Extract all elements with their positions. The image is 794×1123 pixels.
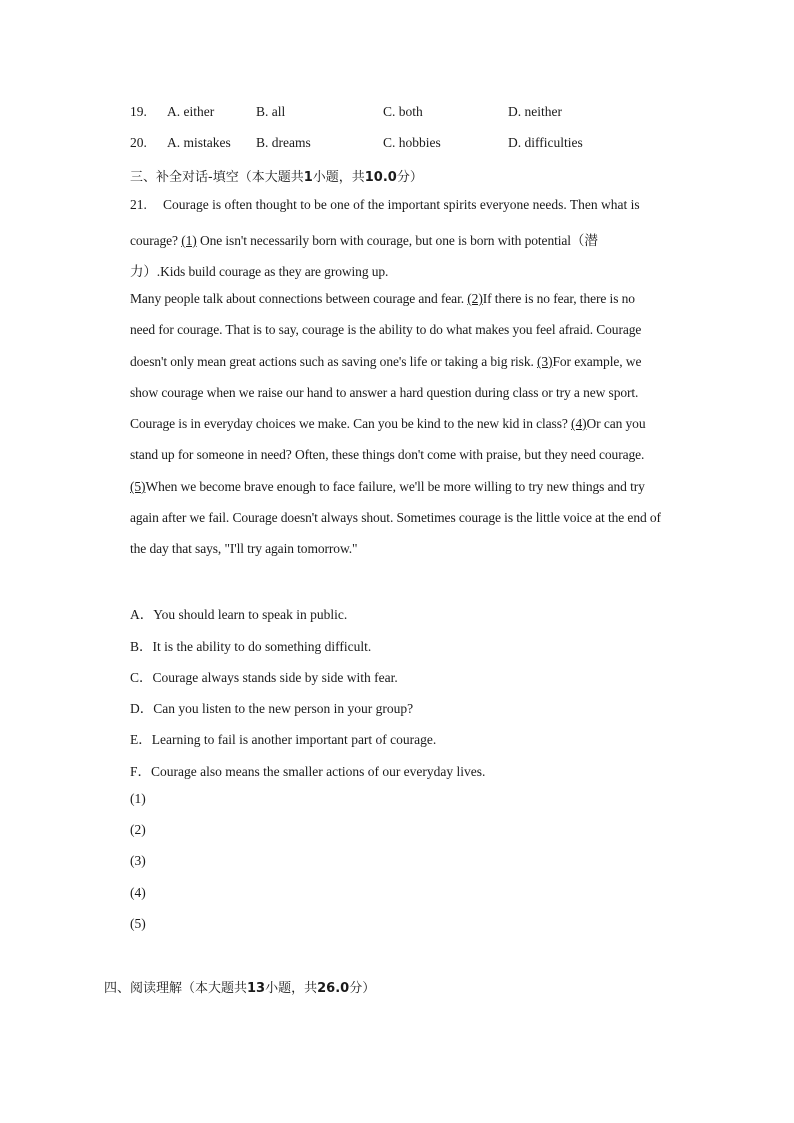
passage-line: 力）.Kids build courage as they are growing up. xyxy=(130,264,389,279)
passage-line xyxy=(130,479,645,495)
passage-text: When we become brave enough to face failure, we'll be more willing to try new things and try xyxy=(145,479,645,494)
option-item: F．Courage also means the smaller actions of our everyday lives. xyxy=(130,764,486,779)
answer-slot-4[interactable]: (4) xyxy=(130,885,146,900)
section-heading-mid: 小题，共 xyxy=(312,170,365,185)
blank-2: (2) xyxy=(467,291,483,306)
passage-line: stand up for someone in need? Often, these things don't come with praise, but they need courage. xyxy=(130,447,645,462)
section-heading-prefix: 三、补全对话-填空（本大题共 xyxy=(130,170,304,185)
blank-4: (4) xyxy=(571,416,587,431)
option-item: C．Courage always stands side by side with fear. xyxy=(130,670,398,685)
question-number: 21. xyxy=(130,197,147,212)
question-count: 1 xyxy=(303,170,313,185)
answer-slot-1[interactable]: (1) xyxy=(130,791,146,806)
passage-text: One isn't necessarily born with courage, but one is born with potential（潜 xyxy=(199,233,598,248)
option-item: B．It is the ability to do something difficult. xyxy=(130,639,372,654)
option-b: B. all xyxy=(256,104,286,119)
option-item: A．You should learn to speak in public. xyxy=(130,607,348,622)
section-points: 26.0 xyxy=(317,981,350,996)
option-c: C. both xyxy=(383,104,423,119)
option-item: E．Learning to fail is another important part of courage. xyxy=(130,732,437,747)
passage-line: need for courage. That is to say, courage is the ability to do what makes you feel afraid. Courage xyxy=(130,322,642,337)
passage-line xyxy=(130,354,641,370)
passage-line xyxy=(130,291,635,307)
passage-text: Or can you xyxy=(586,416,646,431)
passage-text: If there is no fear, there is no xyxy=(482,291,635,306)
passage-line: again after we fail. Courage doesn't always shout. Sometimes courage is the little voice at the end of xyxy=(130,510,661,525)
option-item: D．Can you listen to the new person in your group? xyxy=(130,701,414,716)
section-heading-prefix: 四、阅读理解（本大题共 xyxy=(104,981,248,996)
option-b: B. dreams xyxy=(256,135,311,150)
passage-line: Courage is often thought to be one of the important spirits everyone needs. Then what is xyxy=(163,197,640,212)
passage-text: Courage is in everyday choices we make. Can you be kind to the new kid in class? xyxy=(130,416,568,431)
section-4-heading xyxy=(104,977,375,996)
passage-line: the day that says, "I'll try again tomorrow." xyxy=(130,541,358,556)
question-count: 13 xyxy=(247,981,266,996)
passage-text: For example, we xyxy=(552,354,642,369)
passage-line xyxy=(130,229,598,249)
passage-line xyxy=(130,416,645,432)
question-number: 20. xyxy=(130,135,147,150)
answer-slot-2[interactable]: (2) xyxy=(130,822,146,837)
answer-slot-3[interactable]: (3) xyxy=(130,853,146,868)
option-a: A. either xyxy=(167,104,215,119)
passage-text: Many people talk about connections between courage and fear. xyxy=(130,291,464,306)
section-heading-suffix: 分） xyxy=(349,981,376,996)
blank-5: (5) xyxy=(130,479,146,494)
section-heading-mid: 小题，共 xyxy=(265,981,318,996)
section-3-heading xyxy=(130,166,423,185)
passage-text: courage? xyxy=(130,233,178,248)
blank-1: (1) xyxy=(181,233,197,248)
section-points: 10.0 xyxy=(364,170,397,185)
question-number: 19. xyxy=(130,104,147,119)
section-heading-suffix: 分） xyxy=(396,170,423,185)
passage-line: show courage when we raise our hand to answer a hard question during class or try a new sport. xyxy=(130,385,639,400)
blank-3: (3) xyxy=(537,354,553,369)
option-d: D. difficulties xyxy=(508,135,583,150)
option-a: A. mistakes xyxy=(167,135,231,150)
passage-text: doesn't only mean great actions such as saving one's life or taking a big risk. xyxy=(130,354,534,369)
option-d: D. neither xyxy=(508,104,562,119)
option-c: C. hobbies xyxy=(383,135,441,150)
answer-slot-5[interactable]: (5) xyxy=(130,916,146,931)
